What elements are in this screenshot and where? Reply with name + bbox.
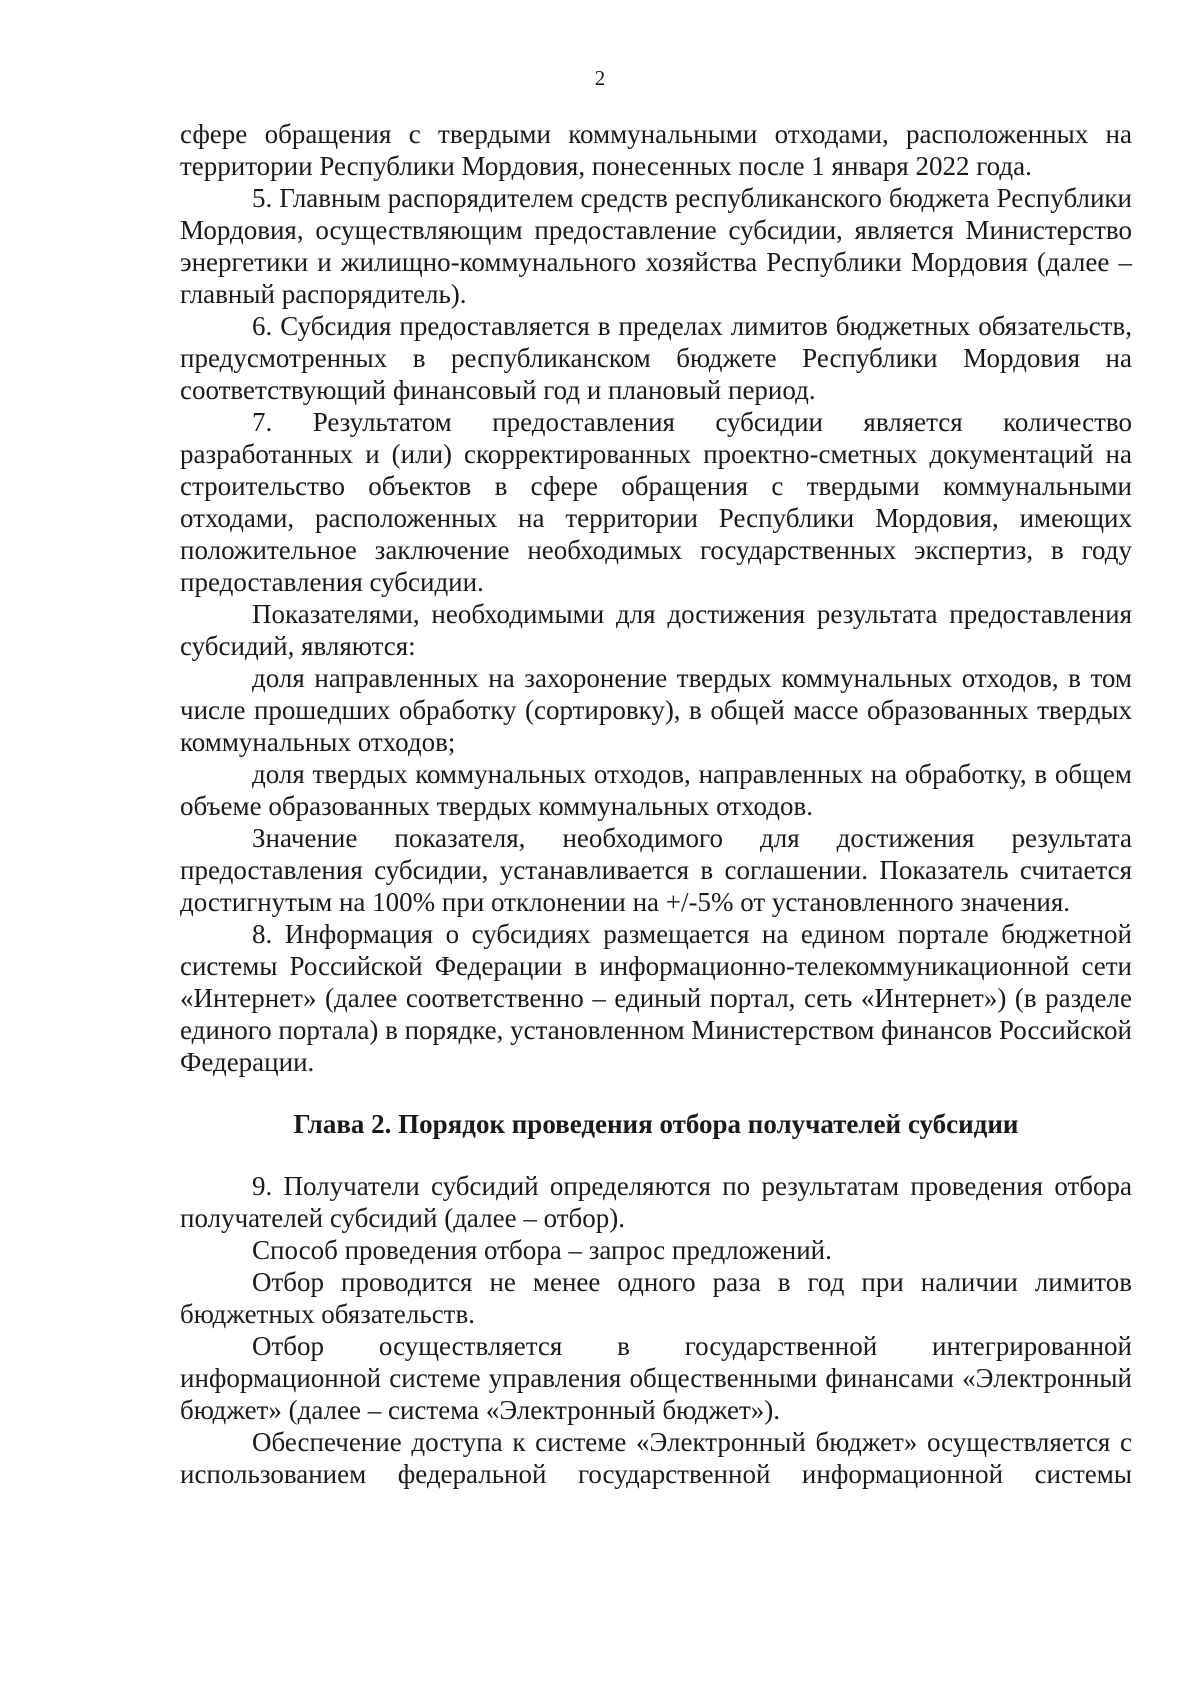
paragraph-item-5: 5. Главным распорядителем средств республиканского бюджета Республики Мордовия, осуществляющим предоставление субсидии, является Министерство энергетики и жилищно-коммунального хозяйства Республики Мордовия (далее – главный распорядитель). — [180, 183, 1132, 309]
chapter-heading: Глава 2. Порядок проведения отбора получателей субсидии — [293, 1109, 1019, 1139]
paragraph-item-7: 7. Результатом предоставления субсидии является количество разработанных и (или) скорректированных проектно-сметных документаций на строительство объектов в сфере обращения с твердыми коммунальными отходами, расположенных на территории Республики Мордовия, имеющих положительное заключение необходимых государственных экспертиз, в году предоставления субсидии. — [180, 407, 1132, 597]
paragraph-indicator-2: доля твердых коммунальных отходов, направленных на обработку, в общем объеме образованных твердых коммунальных отходов. — [180, 759, 1132, 821]
paragraph-selection-frequency: Отбор проводится не менее одного раза в год при наличии лимитов бюджетных обязательств. — [180, 1267, 1132, 1329]
paragraph-indicator-1: доля направленных на захоронение твердых коммунальных отходов, в том числе прошедших обработку (сортировку), в общей массе образованных твердых коммунальных отходов; — [180, 663, 1132, 757]
paragraph-indicators-intro: Показателями, необходимыми для достижения результата предоставления субсидий, являются: — [180, 599, 1132, 661]
paragraph-item-9: 9. Получатели субсидий определяются по результатам проведения отбора получателей субсидий (далее – отбор). — [180, 1171, 1132, 1233]
paragraph-selection-method: Способ проведения отбора – запрос предложений. — [252, 1235, 832, 1265]
paragraph-item-6: 6. Субсидия предоставляется в пределах лимитов бюджетных обязательств, предусмотренных в республиканском бюджете Республики Мордовия на соответствующий финансовый год и плановый период. — [180, 311, 1132, 405]
paragraph-system-access: Обеспечение доступа к системе «Электронный бюджет» осуществляется с использованием федеральной государственной информационной системы — [180, 1427, 1132, 1489]
document-body — [180, 118, 1132, 1490]
page-number: 2 — [594, 66, 606, 90]
paragraph-indicator-value: Значение показателя, необходимого для достижения результата предоставления субсидии, устанавливается в соглашении. Показатель считается достигнутым на 100% при отклонении на +/-5% от установленного значения. — [180, 823, 1132, 917]
paragraph-selection-system: Отбор осуществляется в государственной интегрированной информационной системе управления общественными финансами «Электронный бюджет» (далее – система «Электронный бюджет»). — [180, 1331, 1132, 1425]
paragraph-item-8: 8. Информация о субсидиях размещается на едином портале бюджетной системы Российской Федерации в информационно-телекоммуникационной сети «Интернет» (далее соответственно – единый портал, сеть «Интернет») (в разделе единого портала) в порядке, установленном Министерством финансов Российской Федерации. — [180, 919, 1132, 1077]
paragraph-continuation: сфере обращения с твердыми коммунальными отходами, расположенных на территории Республики Мордовия, понесенных после 1 января 2022 года. — [180, 119, 1132, 181]
